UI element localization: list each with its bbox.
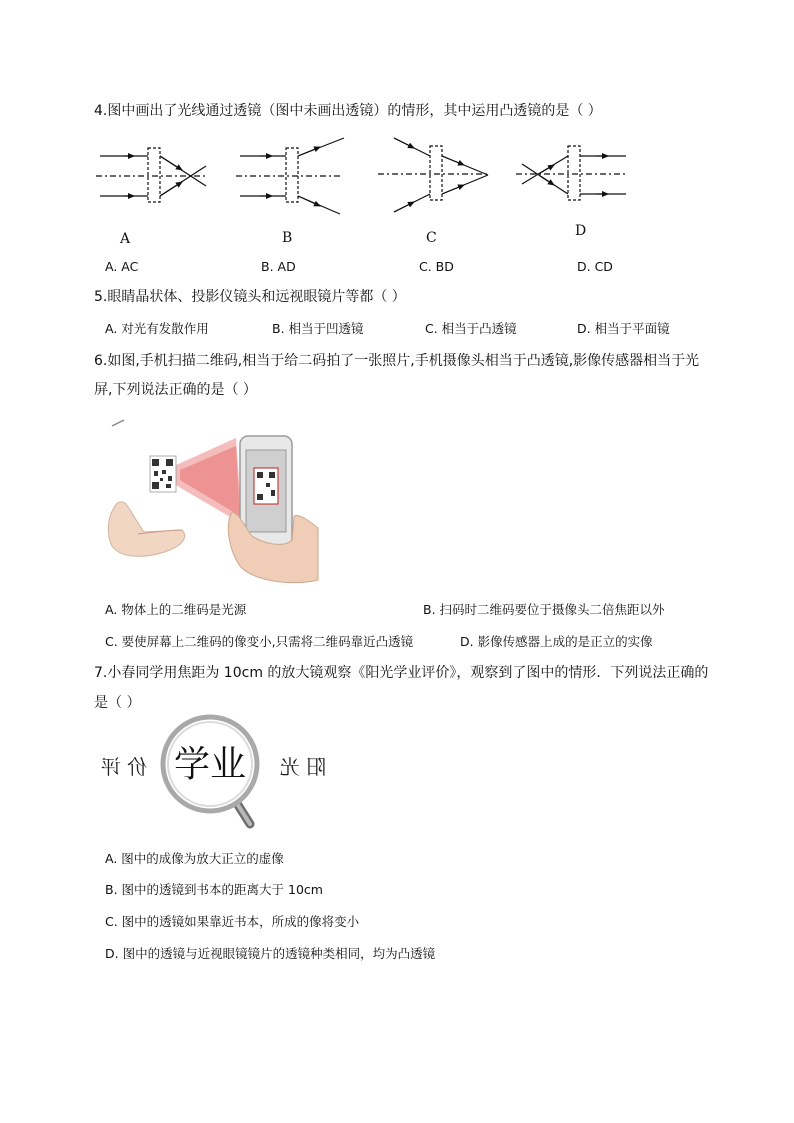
q5-option-a[interactable]: A. 对光有发散作用: [105, 321, 209, 336]
q4-option-d[interactable]: D. CD: [577, 259, 613, 274]
question-4-stem: 4.图中画出了光线通过透镜（图中未画出透镜）的情形，其中运用凸透镜的是（ ）: [94, 103, 602, 119]
q6-option-c[interactable]: C. 要使屏幕上二维码的像变小,只需将二维码靠近凸透镜: [105, 634, 414, 649]
q6-option-a[interactable]: A. 物体上的二维码是光源: [105, 602, 247, 617]
q7-option-b[interactable]: B. 图中的透镜到书本的距离大于 10cm: [105, 882, 323, 897]
q5-option-c[interactable]: C. 相当于凸透镜: [425, 321, 517, 336]
q5-option-b[interactable]: B. 相当于凹透镜: [272, 321, 364, 336]
q5-option-d[interactable]: D. 相当于平面镜: [577, 321, 670, 336]
question-7-stem-line1: 7.小春同学用焦距为 10cm 的放大镜观察《阳光学业评价》，观察到了图中的情形．下列说法正确的: [94, 665, 709, 681]
magnified-text: 学业: [173, 744, 247, 785]
q4-ray-diagrams: [0, 0, 794, 260]
q4-option-a[interactable]: A. AC: [105, 259, 139, 274]
diagram-label-d: D: [575, 223, 587, 239]
q4-option-b[interactable]: B. AD: [261, 259, 296, 274]
diagram-c: [378, 138, 488, 212]
question-6-stem-line1: 6.如图,手机扫描二维码,相当于给二码拍了一张照片,手机摄像头相当于凸透镜,影像传感器相当于光: [94, 353, 700, 369]
diagram-d: [516, 146, 626, 200]
question-7-stem-line2: 是（ ）: [94, 695, 141, 711]
question-6-stem-line2: 屏,下列说法正确的是（ ）: [94, 382, 257, 398]
diagram-label-b: B: [282, 230, 293, 246]
q7-option-d[interactable]: D. 图中的透镜与近视眼镜镜片的透镜种类相同，均为凸透镜: [105, 946, 436, 961]
q4-option-c[interactable]: C. BD: [419, 259, 454, 274]
mirrored-text-right: 阳 光: [279, 755, 327, 779]
qr-scan-illustration: [104, 416, 322, 586]
diagram-label-c: C: [426, 230, 437, 246]
question-5-stem: 5.眼睛晶状体、投影仪镜头和远视眼镜片等都（ ）: [94, 289, 406, 305]
q6-option-b[interactable]: B. 扫码时二维码要位于摄像头二倍焦距以外: [423, 602, 665, 617]
q7-option-a[interactable]: A. 图中的成像为放大正立的虚像: [105, 851, 284, 866]
diagram-b: [236, 138, 344, 214]
mirrored-text-left: 价 评: [100, 755, 148, 779]
magnifier-illustration: [98, 726, 338, 836]
q7-option-c[interactable]: C. 图中的透镜如果靠近书本，所成的像将变小: [105, 914, 360, 929]
diagram-a: [96, 148, 208, 202]
q6-option-d[interactable]: D. 影像传感器上成的是正立的实像: [460, 634, 653, 649]
diagram-label-a: A: [120, 231, 131, 247]
